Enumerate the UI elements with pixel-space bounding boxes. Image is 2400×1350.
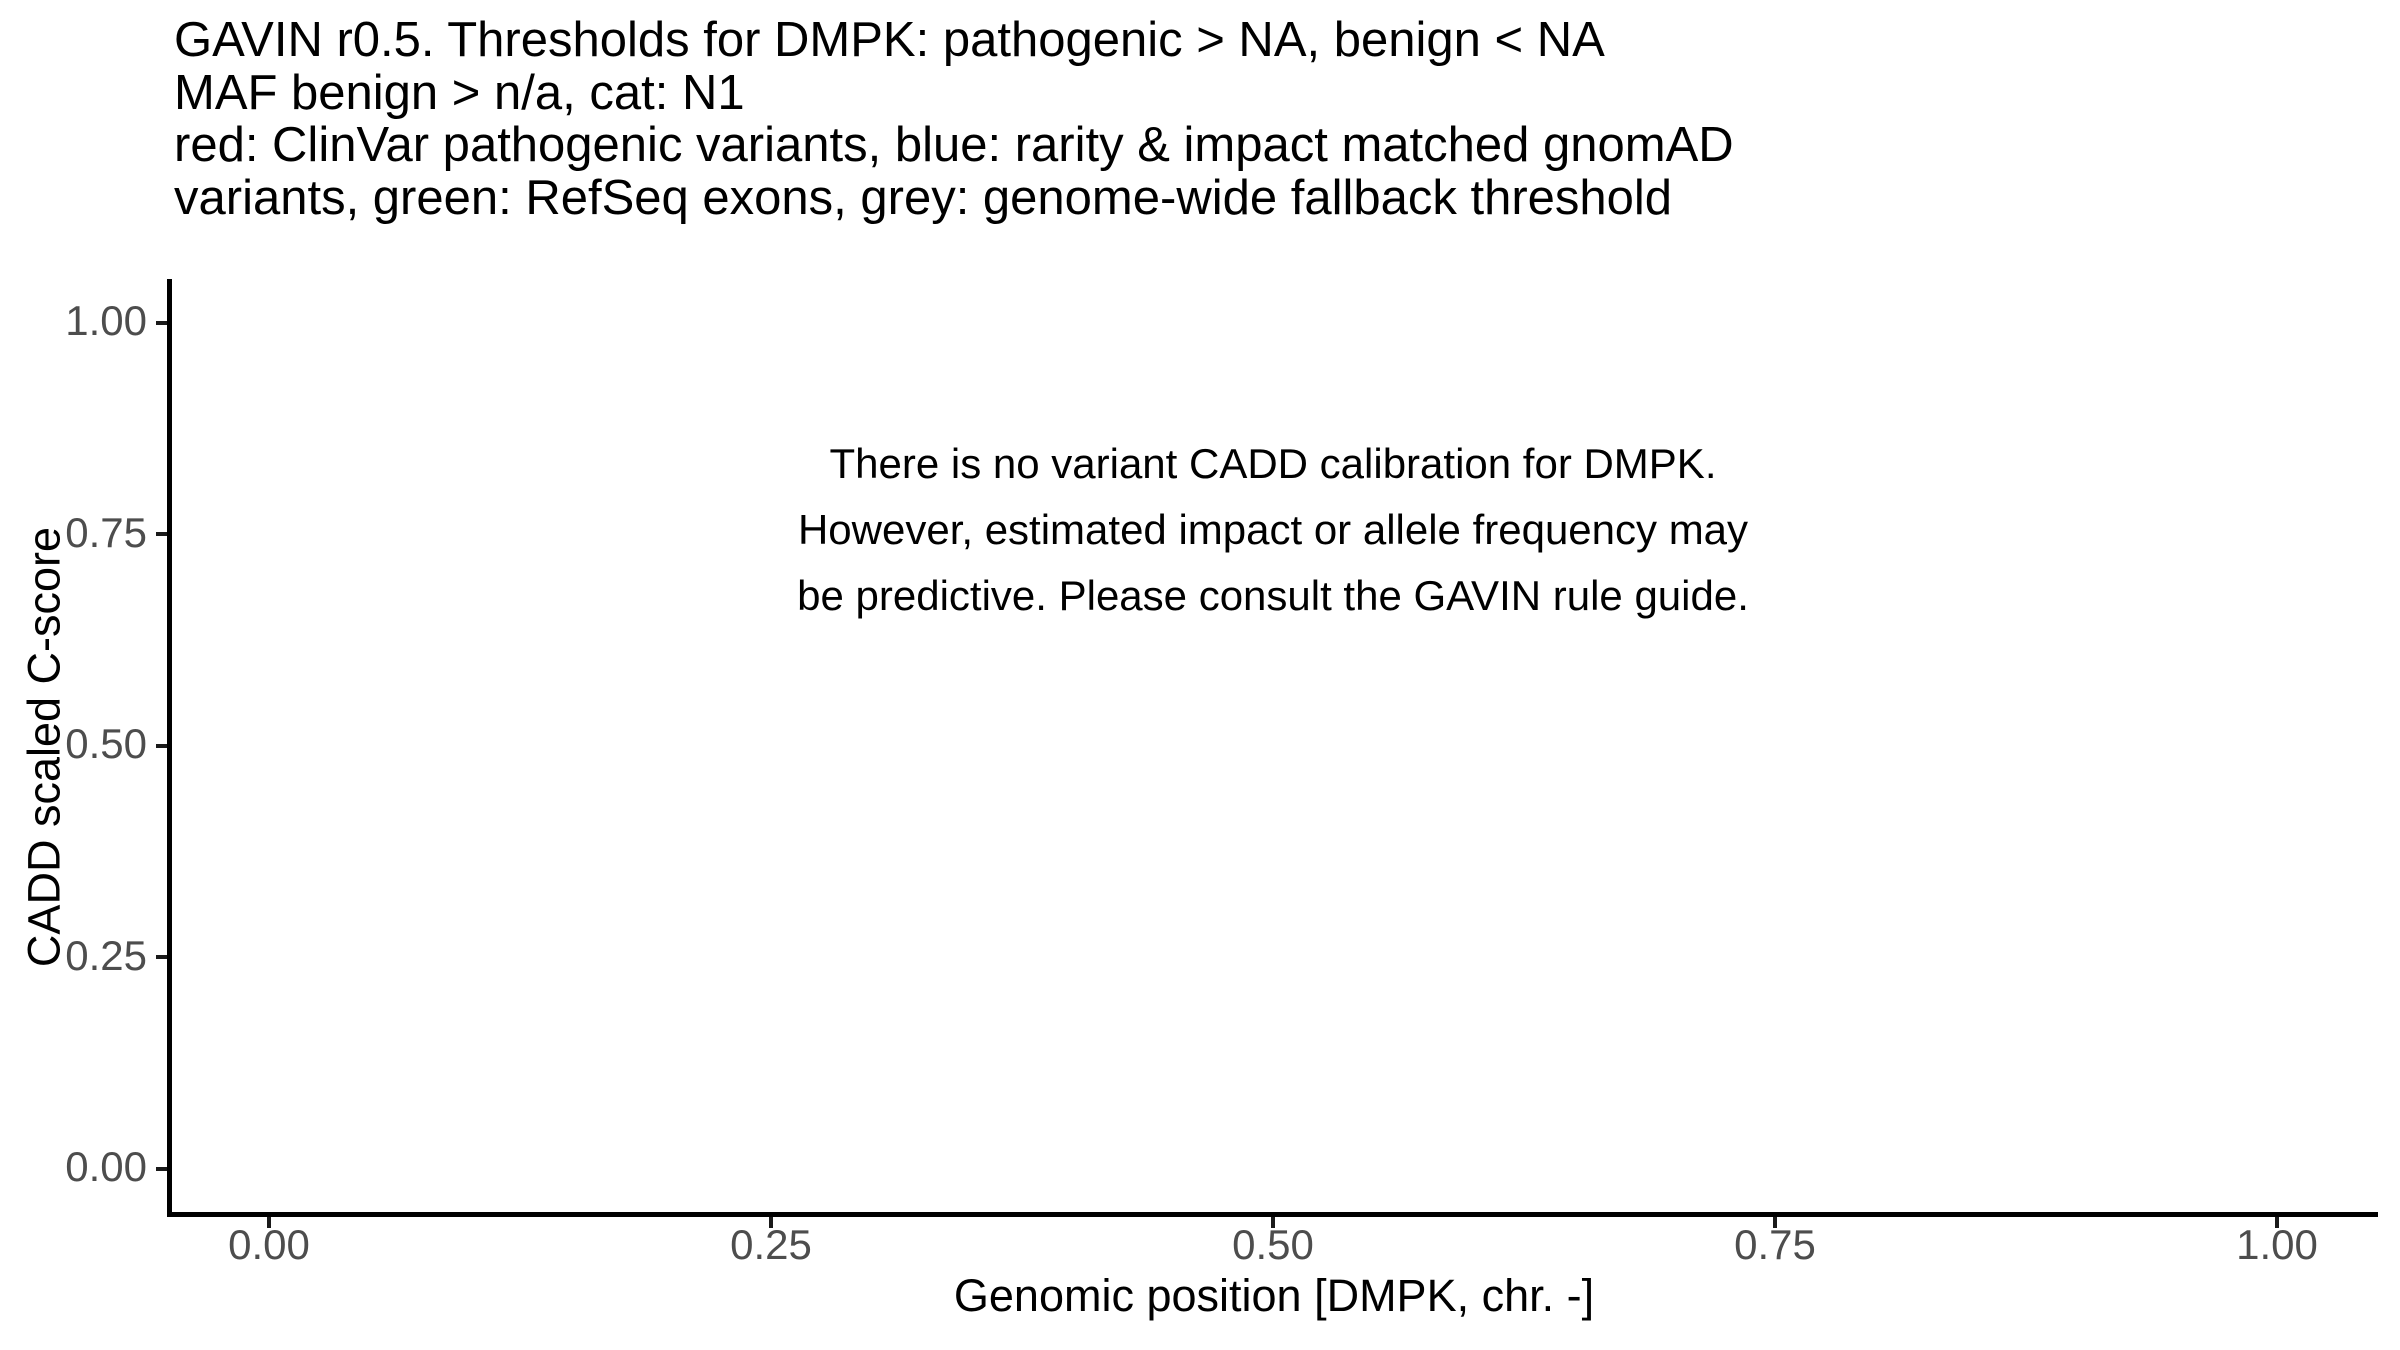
y-tick-label: 0.25 xyxy=(65,932,147,979)
y-tick-mark xyxy=(156,321,167,325)
x-tick-label: 0.00 xyxy=(228,1221,310,1268)
annotation-line-3: be predictive. Please consult the GAVIN rule guide. xyxy=(797,572,1749,619)
x-tick-label: 0.25 xyxy=(730,1221,812,1268)
x-axis-title: Genomic position [DMPK, chr. -] xyxy=(953,1270,1595,1321)
y-tick-mark xyxy=(156,955,167,959)
annotation-line-2: However, estimated impact or allele frequency may xyxy=(797,506,1749,553)
annotation-line-1: There is no variant CADD calibration for DMPK. xyxy=(829,440,1717,487)
x-tick-label: 0.50 xyxy=(1232,1221,1314,1268)
y-tick-label: 1.00 xyxy=(65,297,147,344)
x-tick-label: 0.75 xyxy=(1734,1221,1816,1268)
y-tick-label: 0.00 xyxy=(65,1143,147,1190)
y-tick-mark xyxy=(156,532,167,536)
y-tick-mark xyxy=(156,744,167,748)
plot-title-line-2: MAF benign > n/a, cat: N1 xyxy=(174,65,745,120)
x-tick-label: 1.00 xyxy=(2236,1221,2318,1268)
annotation-text xyxy=(473,431,2073,629)
plot-title xyxy=(174,14,1734,225)
plot-title-line-3: red: ClinVar pathogenic variants, blue: rarity & impact matched gnomAD xyxy=(174,118,1734,173)
plot-title-line-4: variants, green: RefSeq exons, grey: genome-wide fallback threshold xyxy=(174,171,1673,226)
y-axis-title: CADD scaled C-score xyxy=(18,526,70,968)
y-tick-mark xyxy=(156,1167,167,1171)
y-tick-label: 0.50 xyxy=(65,720,147,767)
plot-title-line-1: GAVIN r0.5. Thresholds for DMPK: pathogenic > NA, benign < NA xyxy=(174,13,1605,67)
y-tick-label: 0.75 xyxy=(65,509,147,556)
plot-panel xyxy=(167,279,2378,1217)
